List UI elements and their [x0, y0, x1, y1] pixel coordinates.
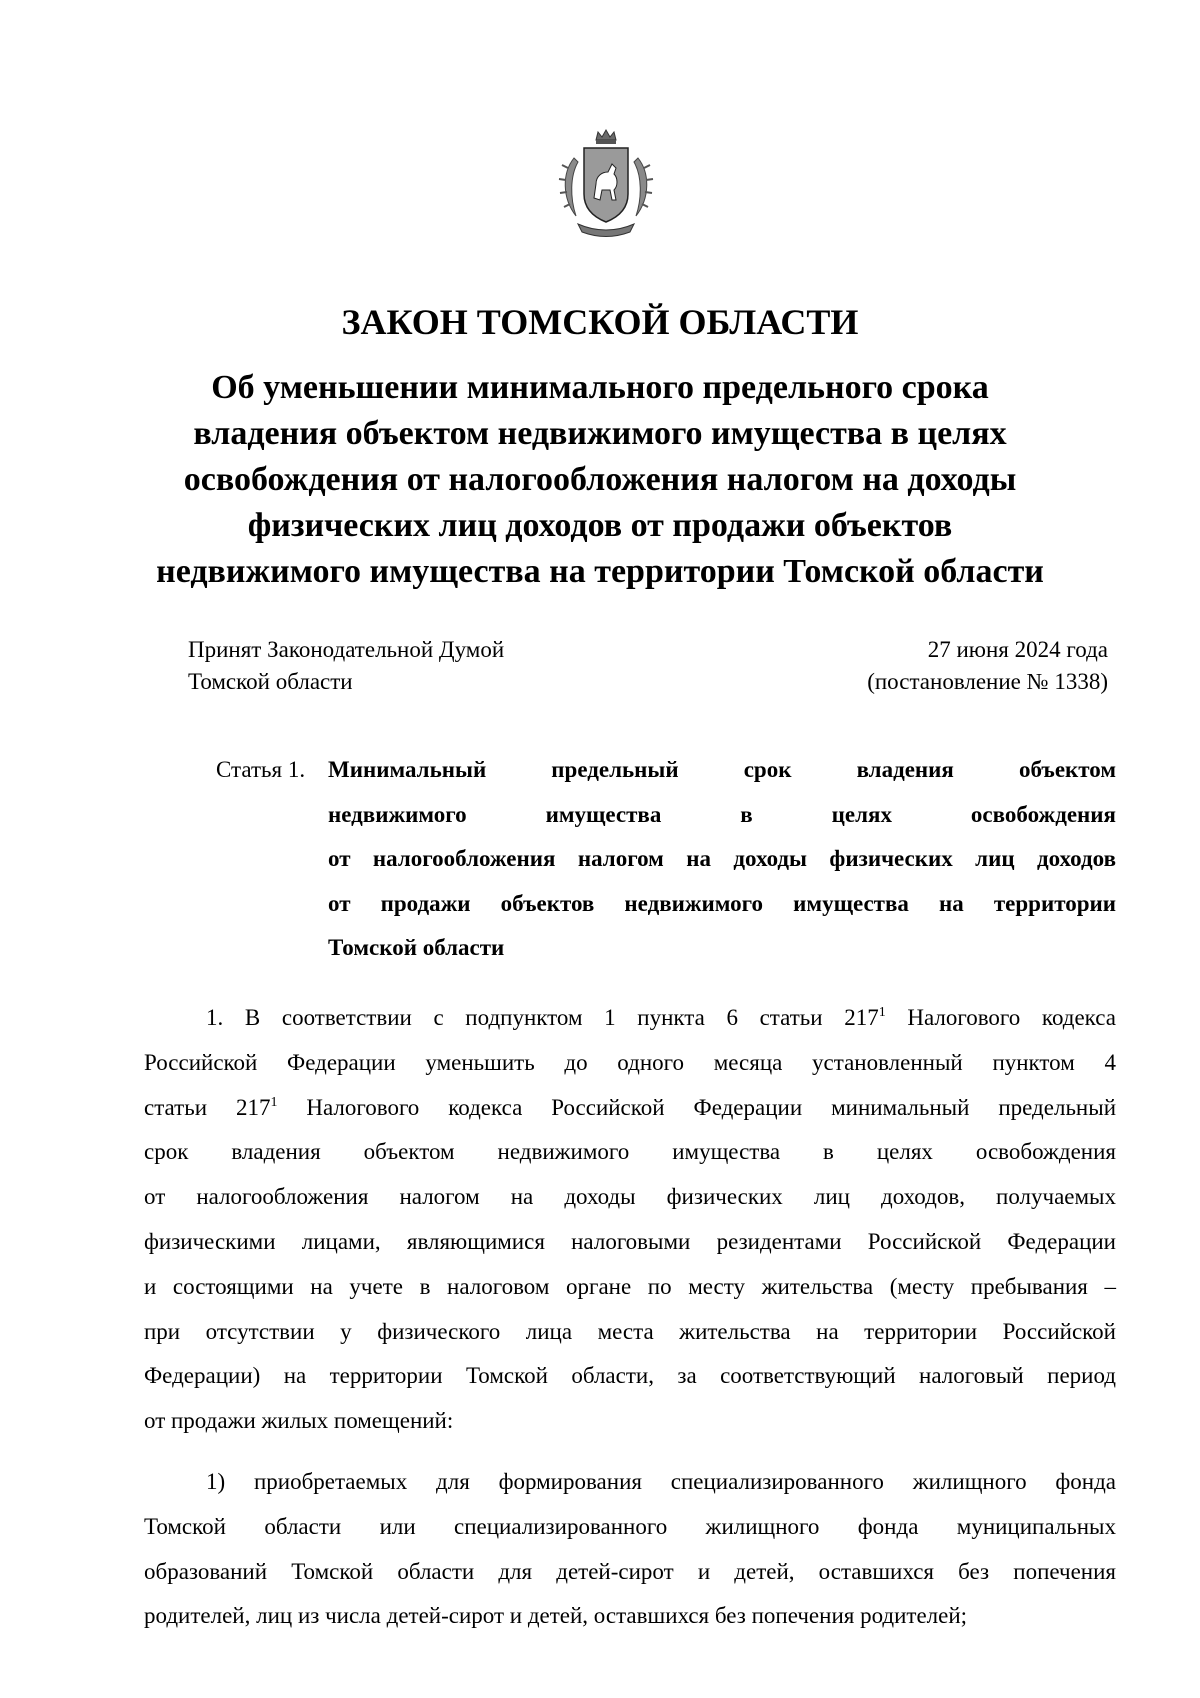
- paragraph-line: и состоящими на учете в налоговом органе по месту жительства (месту пребывания –: [144, 1273, 1116, 1299]
- item-1: [144, 1460, 1116, 1639]
- paragraph-line: [144, 996, 1116, 1041]
- adoption-date: 27 июня 2024 года: [927, 637, 1108, 662]
- law-title: [140, 365, 1060, 595]
- article-title-line: Минимальный предельный срок владения объектом: [328, 757, 1116, 782]
- law-title-line: освобождения от налогообложения налогом на доходы: [183, 461, 1017, 498]
- article-title: [328, 748, 1116, 971]
- paragraph-line: от продажи жилых помещений:: [144, 1408, 454, 1434]
- adopted-by-line: Принят Законодательной Думой: [188, 637, 505, 662]
- paragraph-line-part: Налогового кодекса Российской Федерации минимальный предельный: [277, 1094, 1116, 1120]
- paragraph-line: Российской Федерации уменьшить до одного месяца установленный пунктом 4: [144, 1049, 1116, 1075]
- item-line: 1) приобретаемых для формирования специализированного жилищного фонда: [206, 1469, 1116, 1494]
- superscript: 1: [878, 1005, 886, 1020]
- law-title-line: владения объектом недвижимого имущества в целях: [193, 415, 1007, 452]
- adopted-by-block: [188, 634, 504, 698]
- adopted-by-line: Томской области: [188, 669, 353, 694]
- law-heading: ЗАКОН ТОМСКОЙ ОБЛАСТИ: [341, 302, 859, 342]
- law-title-line: недвижимого имущества на территории Томской области: [156, 553, 1044, 590]
- paragraph-line: от налогообложения налогом на доходы физических лиц доходов, получаемых: [144, 1184, 1116, 1210]
- paragraph-line-part: 1. В соответствии с подпунктом 1 пункта 6 статьи 217: [206, 1005, 879, 1030]
- article-title-line: от продажи объектов недвижимого имущества на территории: [328, 890, 1116, 916]
- law-title-line: Об уменьшении минимального предельного срока: [211, 369, 989, 406]
- paragraph-line: [144, 1086, 1116, 1131]
- article-title-line: Томской области: [328, 935, 505, 960]
- article-title-line: от налогообложения налогом на доходы физических лиц доходов: [328, 846, 1116, 871]
- item-line: образований Томской области для детей-сирот и детей, оставшихся без попечения: [144, 1558, 1116, 1584]
- law-title-line: физических лиц доходов от продажи объектов: [247, 507, 953, 544]
- tomsk-coat-of-arms-icon: [556, 128, 656, 240]
- paragraph-line: физическими лицами, являющимися налоговыми резидентами Российской Федерации: [144, 1228, 1116, 1254]
- article-title-line: недвижимого имущества в целях освобождения: [328, 801, 1116, 827]
- paragraph-1: [144, 996, 1116, 1444]
- paragraph-line-part: статьи 217: [144, 1094, 271, 1120]
- superscript: 1: [270, 1094, 278, 1110]
- paragraph-line: при отсутствии у физического лица места жительства на территории Российской: [144, 1318, 1116, 1344]
- resolution-number: (постановление № 1338): [867, 669, 1108, 694]
- paragraph-line: срок владения объектом недвижимого имущества в целях освобождения: [144, 1139, 1116, 1165]
- paragraph-line: Федерации) на территории Томской области, за соответствующий налоговый период: [144, 1363, 1116, 1389]
- item-line: Томской области или специализированного жилищного фонда муниципальных: [144, 1513, 1116, 1539]
- paragraph-line-part: Налогового кодекса: [885, 1005, 1116, 1030]
- item-line: родителей, лиц из числа детей-сирот и детей, оставшихся без попечения родителей;: [144, 1603, 968, 1629]
- adoption-date-block: [867, 634, 1108, 698]
- article-label: Статья 1.: [216, 757, 306, 782]
